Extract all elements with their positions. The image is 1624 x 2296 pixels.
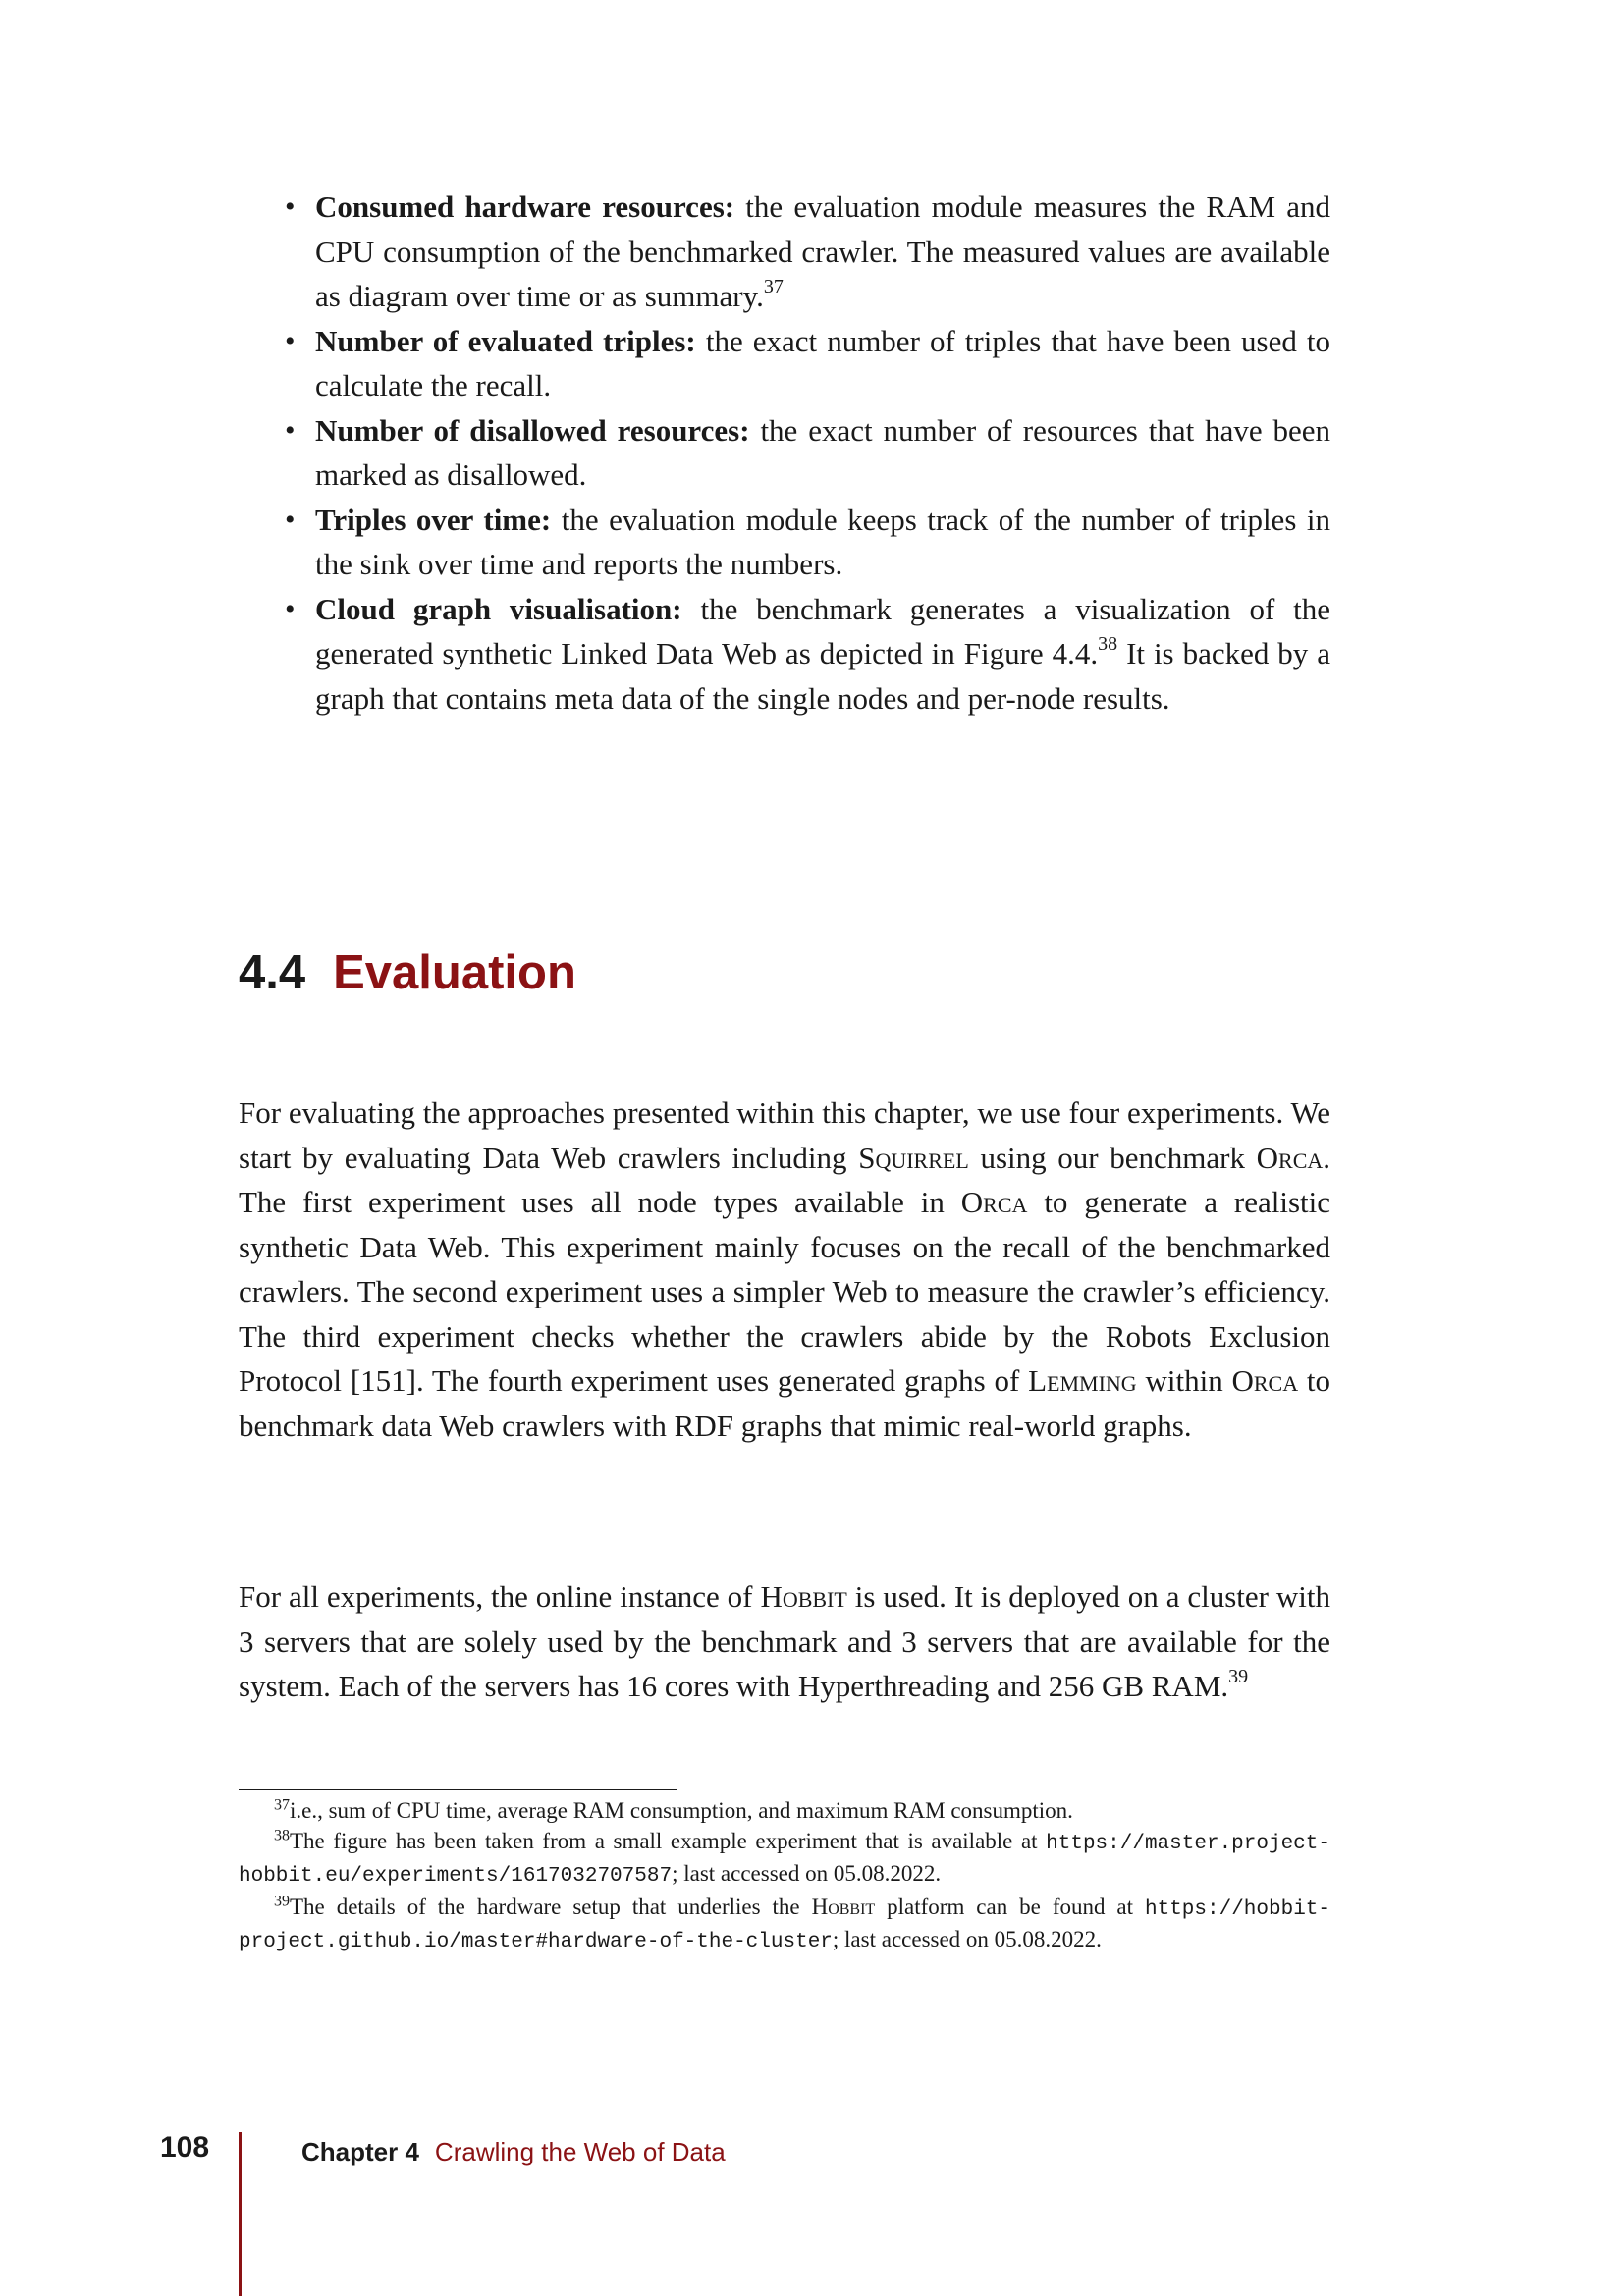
list-item-text: the exact number of triples that have been used to calculate the recall. (315, 323, 1331, 402)
list-item-cloud-graph (282, 587, 1330, 721)
text-run: using our benchmark (980, 1140, 1245, 1175)
footnote-ref-39[interactable]: 39 (1228, 1665, 1249, 1687)
footnote-divider (239, 1789, 677, 1790)
footnote-mark: 37 (274, 1796, 290, 1814)
footer-accent-rule (239, 2132, 242, 2296)
bullet-icon: • (285, 324, 296, 357)
bullet-icon: • (285, 592, 296, 625)
footnote-37 (239, 1796, 1330, 1827)
footnote-text: The details of the hardware setup that underlies the (290, 1894, 800, 1919)
footnote-ref-37[interactable]: 37 (763, 275, 784, 297)
footnote-mark: 38 (274, 1826, 290, 1843)
text-run: is used. It is deployed on a cluster with 3 servers that are solely used by the benchmark and 3 servers that are available for the system. Each of the servers has 16 cores with Hyperthreading and 256 GB RAM. (239, 1579, 1331, 1703)
system-name-lemming: Lemming (1028, 1363, 1137, 1398)
system-name-orca: Orca (1231, 1363, 1299, 1398)
footnotes (239, 1796, 1330, 1958)
chapter-title: Crawling the Web of Data (434, 2137, 726, 2166)
section-heading (239, 943, 576, 1002)
text-run: For evaluating the approaches presented within this chapter, we use four experiments. We start by evaluating Data Web crawlers including (239, 1095, 1330, 1175)
text-run: For all experiments, the online instance of (239, 1579, 753, 1614)
running-footer (301, 2136, 726, 2167)
footnote-link[interactable]: https://hobbit-project.github.io/master#hardware-of-the-cluster (239, 1897, 1331, 1953)
system-name-hobbit: Hobbit (760, 1579, 847, 1614)
footnote-text: platform can be found at (887, 1894, 1134, 1919)
list-item-disallowed-resources (282, 408, 1330, 498)
system-name-hobbit: Hobbit (811, 1894, 876, 1919)
list-item-term: Number of evaluated triples: (315, 323, 696, 358)
metrics-list (282, 185, 1330, 721)
text-run: to benchmark data Web crawlers with RDF graphs that mimic real-world graphs. (239, 1363, 1331, 1443)
list-item-text-continued: It is backed by a graph that contains meta data of the single nodes and per-node results. (315, 636, 1331, 716)
footnote-38 (239, 1827, 1330, 1893)
footnote-39 (239, 1893, 1330, 1958)
list-item-term: Triples over time: (315, 502, 552, 537)
paragraph-hobbit-setup (239, 1575, 1330, 1709)
page-number: 108 (160, 2131, 210, 2163)
chapter-label: Chapter 4 (301, 2137, 419, 2166)
footnote-mark: 39 (274, 1892, 290, 1909)
footnote-text: ; last accessed on 05.08.2022. (672, 1861, 942, 1886)
footnote-text: ; last accessed on 05.08.2022. (832, 1927, 1102, 1951)
list-item-consumed-hardware (282, 185, 1330, 319)
bullet-icon: • (285, 413, 296, 447)
section-title: Evaluation (333, 945, 576, 999)
list-item-triples-over-time (282, 498, 1330, 587)
list-item-text: the exact number of resources that have been marked as disallowed. (315, 412, 1331, 492)
footnote-link[interactable]: https://master.project-hobbit.eu/experiments/1617032707587 (239, 1832, 1330, 1888)
text-run: within (1145, 1363, 1223, 1398)
list-item-text: the benchmark generates a visualization of the generated synthetic Linked Data Web as depicted in Figure 4.4. (315, 591, 1331, 670)
list-item-text: the evaluation module measures the RAM and CPU consumption of the benchmarked crawler. The measured values are available as diagram over time or as summary. (315, 189, 1331, 313)
paragraph-experiments-overview (239, 1091, 1330, 1448)
section-number: 4.4 (239, 945, 306, 999)
list-item-evaluated-triples (282, 319, 1330, 408)
list-item-term: Number of disallowed resources: (315, 412, 750, 448)
system-name-squirrel: Squirrel (858, 1140, 969, 1175)
footnote-ref-38[interactable]: 38 (1098, 632, 1118, 655)
text-run: to generate a realistic synthetic Data Web. This experiment mainly focuses on the recall of the benchmarked crawlers. The second experiment uses a simpler Web to measure the crawler’s efficiency. The third experiment checks whether the crawlers abide by the Robots Exclusion Protocol [151]. The fourth experiment uses generated graphs of (239, 1185, 1330, 1398)
footnote-text: i.e., sum of CPU time, average RAM consumption, and maximum RAM consumption. (290, 1798, 1073, 1823)
bullet-icon: • (285, 503, 296, 536)
list-item-text: the evaluation module keeps track of the number of triples in the sink over time and reports the numbers. (315, 502, 1330, 581)
system-name-orca: Orca (960, 1185, 1028, 1219)
text-run: . The first experiment uses all node types available in (239, 1140, 1331, 1219)
footnote-text: The figure has been taken from a small example experiment that is available at (290, 1828, 1038, 1853)
system-name-orca: Orca (1256, 1140, 1324, 1175)
list-item-term: Consumed hardware resources: (315, 189, 735, 224)
bullet-icon: • (285, 190, 296, 223)
list-item-term: Cloud graph visualisation: (315, 591, 682, 626)
